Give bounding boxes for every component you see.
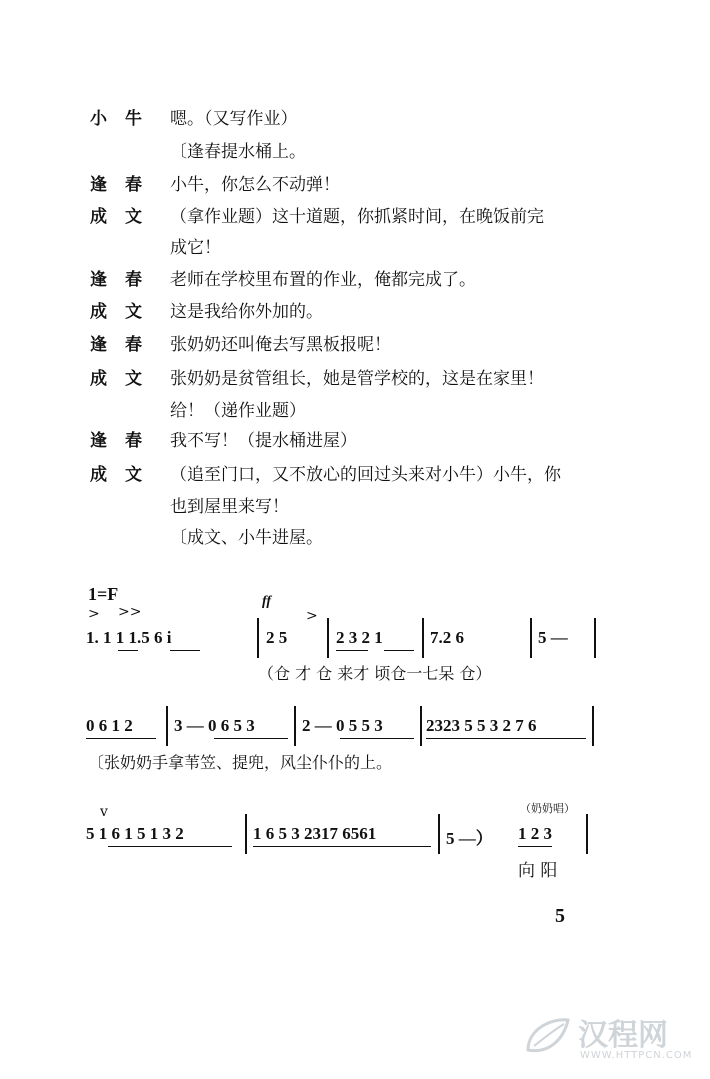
accent-mark-2: > <box>306 608 318 624</box>
dialogue-text: 张奶奶是贫管组长，她是管学校的，这是在家里！ <box>170 369 544 389</box>
dialogue-line <box>0 426 710 456</box>
watermark-title: 汉程网 <box>578 1018 668 1053</box>
dialogue-line <box>0 104 710 134</box>
beam-line <box>384 650 414 651</box>
dialogue-text: 嗯。（又写作业） <box>170 109 298 129</box>
score-row3-m3: 5 —） <box>446 829 493 848</box>
speaker-name: 成文 <box>90 465 160 485</box>
score-row3-m4: 1 2 3 <box>518 824 552 843</box>
score-row3-m2: 1 6 5 3 2317 6561 <box>253 824 377 843</box>
lyrics: 向 阳 <box>518 861 558 881</box>
beam-line <box>253 846 431 847</box>
speaker-name: 小牛 <box>90 109 160 129</box>
barline <box>592 706 594 746</box>
score-row1-m3: 2 3 2 1 <box>336 628 383 647</box>
speaker-name: 成文 <box>90 207 160 227</box>
score-row1-m5: 5 — <box>538 628 568 647</box>
score-row2-m4: 2323 5 5 3 2 7 6 <box>426 716 537 735</box>
barline <box>166 706 168 746</box>
speaker-name: 成文 <box>90 302 160 322</box>
barline <box>294 706 296 746</box>
barline <box>257 618 259 658</box>
dialogue-line <box>0 202 710 232</box>
beam-line <box>340 738 414 739</box>
crescendo-mark: >> <box>118 604 142 620</box>
dialogue-text: 〔成文、小牛进屋。 <box>170 528 323 548</box>
beam-line <box>108 846 232 847</box>
dialogue-text: 小牛，你怎么不动弹！ <box>170 175 340 195</box>
barline <box>586 814 588 854</box>
dynamic-marking: ff <box>262 594 272 609</box>
dialogue-text: （追至门口，又不放心的回过头来对小牛）小牛，你 <box>170 465 561 485</box>
speaker-name: 逢春 <box>90 335 160 355</box>
dialogue-text: 我不写！（提水桶进屋） <box>170 431 357 451</box>
dialogue-line <box>0 170 710 200</box>
page-number: 5 <box>555 905 565 927</box>
singer-label: （奶奶唱） <box>520 802 575 815</box>
barline <box>420 706 422 746</box>
score-row2-m1: 0 6 1 2 <box>86 716 133 735</box>
barline <box>422 618 424 658</box>
speaker-name: 成文 <box>90 369 160 389</box>
dialogue-text: （拿作业题）这十道题，你抓紧时间，在晚饭前完 <box>170 207 544 227</box>
dialogue-text: 老师在学校里布置的作业，俺都完成了。 <box>170 270 476 290</box>
beam-line <box>118 650 138 651</box>
score-row1-m2: 2 5 <box>266 628 288 647</box>
dialogue-line <box>0 396 710 426</box>
dialogue-text: 也到屋里来写！ <box>170 497 289 517</box>
score-row2-m2: 3 — 0 6 5 3 <box>174 716 255 735</box>
dialogue-line <box>0 364 710 394</box>
dialogue-line <box>0 330 710 360</box>
key-signature: 1=F <box>88 584 119 604</box>
breath-mark: v <box>100 804 108 820</box>
dialogue-text: 这是我给你外加的。 <box>170 302 323 322</box>
speaker-name: 逢春 <box>90 431 160 451</box>
dialogue-text: 成它！ <box>170 238 221 258</box>
beam-line <box>426 738 586 739</box>
dialogue-line <box>0 460 710 490</box>
score-row3-m1: 5 1 6 1 5 1 3 2 <box>86 824 184 843</box>
dialogue-line <box>0 233 710 263</box>
dialogue-line <box>0 297 710 327</box>
speaker-name: 逢春 <box>90 175 160 195</box>
barline <box>245 814 247 854</box>
dialogue-text: 给！（递作业题） <box>170 401 306 421</box>
accent-mark: > <box>88 606 100 622</box>
speaker-name: 逢春 <box>90 270 160 290</box>
dialogue-text: 张奶奶还叫俺去写黑板报呢！ <box>170 335 391 355</box>
beam-line <box>336 650 368 651</box>
beam-line <box>214 738 288 739</box>
watermark-url: WWW.HTTPCN.COM <box>580 1050 693 1061</box>
stage-direction: 〔张奶奶手拿苇笠、提兜，风尘仆仆的上。 <box>88 753 393 772</box>
beam-line <box>518 846 552 847</box>
dialogue-line <box>0 523 710 553</box>
dialogue-text: 〔逢春提水桶上。 <box>170 142 306 162</box>
dialogue-line <box>0 265 710 295</box>
barline <box>530 618 532 658</box>
score-row1-m4: 7.2 6 <box>430 628 464 647</box>
leaf-logo-icon <box>520 1010 576 1066</box>
dialogue-line <box>0 492 710 522</box>
barline <box>594 618 596 658</box>
watermark <box>520 1010 710 1070</box>
beam-line <box>86 738 156 739</box>
barline <box>327 618 329 658</box>
beam-line <box>170 650 200 651</box>
score-row2-m3: 2 — 0 5 5 3 <box>302 716 383 735</box>
barline <box>438 814 440 854</box>
dialogue-line <box>0 137 710 167</box>
score-row1-m1: 1. 1 1 1.5 6 i <box>86 628 172 647</box>
percussion-line: （仓 才 仓 来才 顷仓一七呆 仓） <box>258 664 492 683</box>
